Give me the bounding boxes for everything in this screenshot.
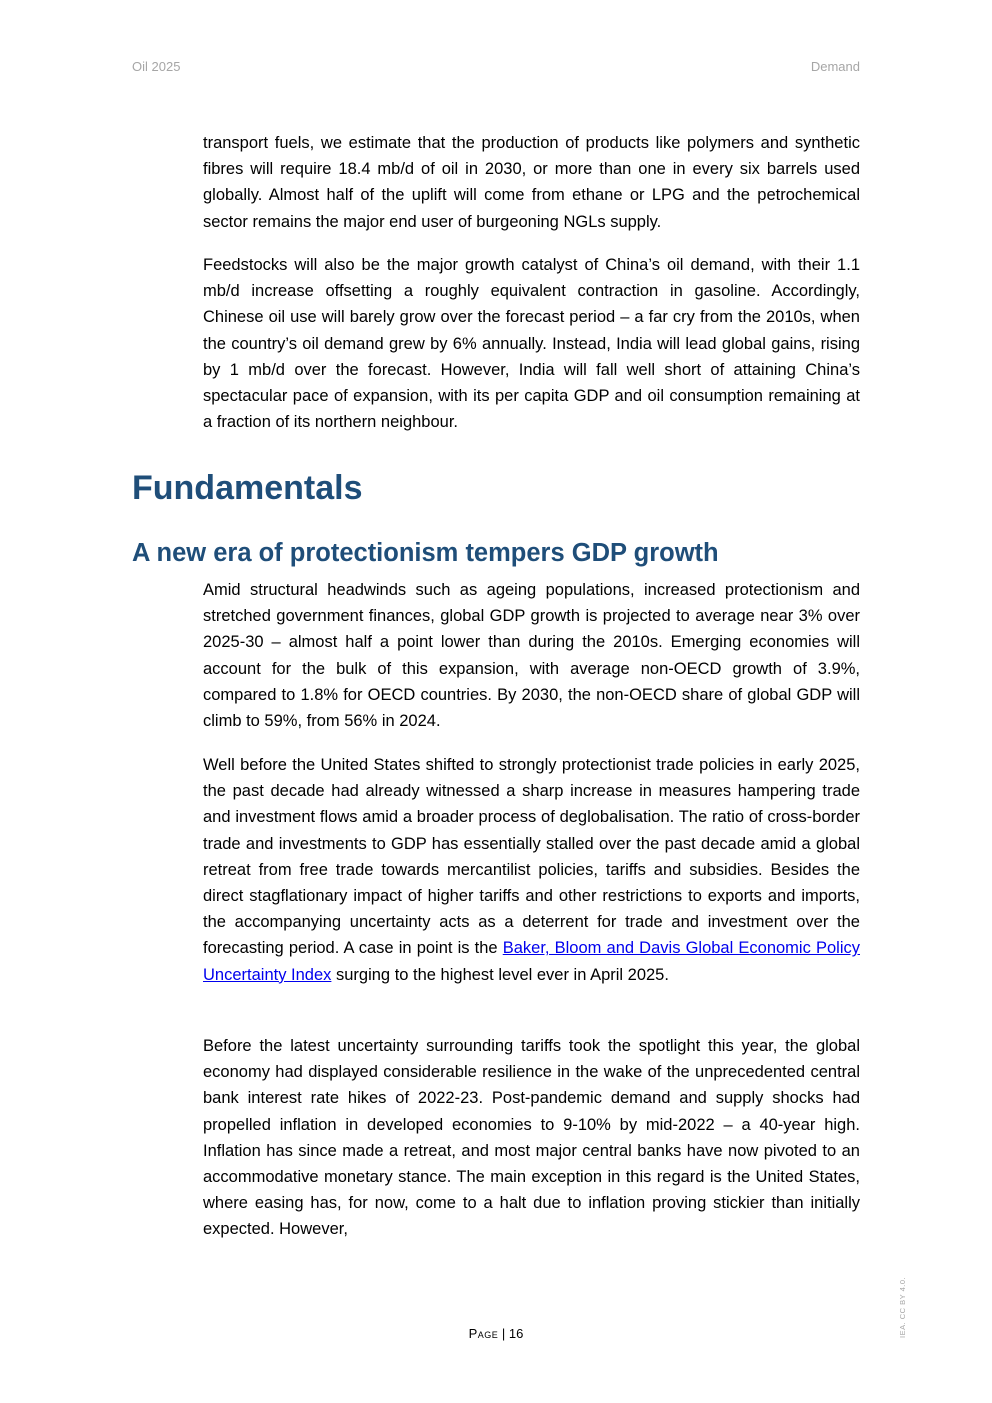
paragraph-block-4 [203,752,860,988]
header-report-title: Oil 2025 [132,59,181,74]
header-chapter-title: Demand [810,59,860,74]
paragraph-text: surging to the highest level ever in April 2025. [331,965,669,984]
paragraph-block-1 [203,130,860,235]
body-paragraph: Before the latest uncertainty surrounding tariffs took the spotlight this year, the global economy had displayed considerable resilience in the wake of the unprecedented central bank interest rate hikes of 2022-23. Post-pandemic demand and supply shocks had propelled inflation in developed economies to 9-10% by mid-2022 – a 40-year high. Inflation has since made a retreat, and most major central banks have now pivoted to an accommodative monetary stance. The main exception in this regard is the United States, where easing has, for now, come to a halt due to inflation proving stickier than initially expected. However, [203,1037,860,1239]
paragraph-block-5 [203,1033,860,1243]
body-paragraph: Feedstocks will also be the major growth catalyst of China’s oil demand, with their 1.1 mb/d increase offsetting a roughly equivalent contraction in gasoline. Accordingly, Chinese oil use will barely grow over the forecast period – a far cry from the 2010s, when the country’s oil demand grew by 6% annually. Instead, India will lead global gains, rising by 1 mb/d over the forecast. However, India will fall well short of attaining China’s spectacular pace of expansion, with its per capita GDP and oil consumption remaining at a fraction of its northern neighbour. [203,256,860,432]
paragraph-block-2 [203,252,860,435]
page-separator: | [498,1326,509,1341]
page-number: 16 [508,1326,524,1341]
body-paragraph [203,752,860,988]
page-footer [0,1326,992,1341]
page-label: Page [468,1326,499,1341]
subsection-heading: A new era of protectionism tempers GDP growth [132,539,719,567]
body-paragraph: transport fuels, we estimate that the production of products like polymers and synthetic fibres will require 18.4 mb/d of oil in 2030, or more than one in every six barrels used globally. Almost half of the uplift will come from ethane or LPG and the petrochemical sector remains the major end user of burgeoning NGLs supply. [203,134,860,231]
paragraph-block-3 [203,577,860,734]
body-paragraph: Amid structural headwinds such as ageing populations, increased protectionism and stretched government finances, global GDP growth is projected to average near 3% over 2025-30 – almost half a point lower than during the 2010s. Emerging economies will account for the bulk of this expansion, with average non-OECD growth of 3.9%, compared to 1.8% for OECD countries. By 2030, the non-OECD share of global GDP will climb to 59%, from 56% in 2024. [203,581,860,731]
paragraph-text: Well before the United States shifted to strongly protectionist trade policies in early 2025, the past decade had already witnessed a sharp increase in measures hampering trade and investment flows amid a broader process of deglobalisation. The ratio of cross-border trade and investments to GDP has essentially stalled over the past decade amid a global retreat from free trade towards mercantilist policies, tariffs and subsidies. Besides the direct stagflationary impact of higher tariffs and other restrictions to exports and imports, the accompanying uncertainty acts as a deterrent for trade and investment over the forecasting period. A case in point is the [203,756,860,958]
license-notice: IEA. CC BY 4.0. [898,1276,907,1338]
uncertainty-index-link[interactable]: Baker, Bloom and Davis Global Economic Policy Uncertainty Index [203,939,860,984]
section-heading: Fundamentals [132,469,363,507]
